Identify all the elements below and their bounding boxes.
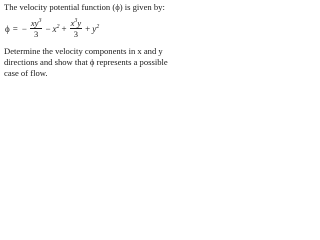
question-line-3: case of flow. bbox=[4, 68, 48, 78]
plus-sign: + bbox=[61, 24, 67, 34]
minus-sign: − bbox=[45, 24, 51, 34]
minus-sign: − bbox=[21, 24, 27, 34]
equals-sign: = bbox=[12, 24, 18, 34]
x-squared-term: $x^2$ bbox=[52, 24, 60, 34]
fraction-numerator: $xy^3$ bbox=[30, 18, 42, 28]
plus-sign: + bbox=[85, 24, 91, 34]
velocity-potential-equation bbox=[4, 14, 99, 44]
problem-intro: The velocity potential function (ϕ) is given by: bbox=[4, 2, 165, 12]
fraction-denominator: 3 bbox=[73, 29, 79, 39]
y-squared-term: $y^2$ bbox=[92, 24, 100, 34]
problem-question bbox=[4, 46, 198, 79]
fraction-numerator: $x^3y$ bbox=[70, 18, 82, 28]
phi-symbol: ϕ bbox=[5, 24, 10, 34]
fraction-xy3-over-3 bbox=[30, 19, 43, 39]
problem-statement bbox=[0, 0, 200, 88]
fraction-x3y-over-3 bbox=[70, 19, 83, 39]
fraction-denominator: 3 bbox=[34, 29, 39, 39]
question-line-2: directions and show that ϕ represents a possible bbox=[4, 57, 168, 67]
question-line-1: Determine the velocity components in x and y bbox=[4, 46, 163, 56]
